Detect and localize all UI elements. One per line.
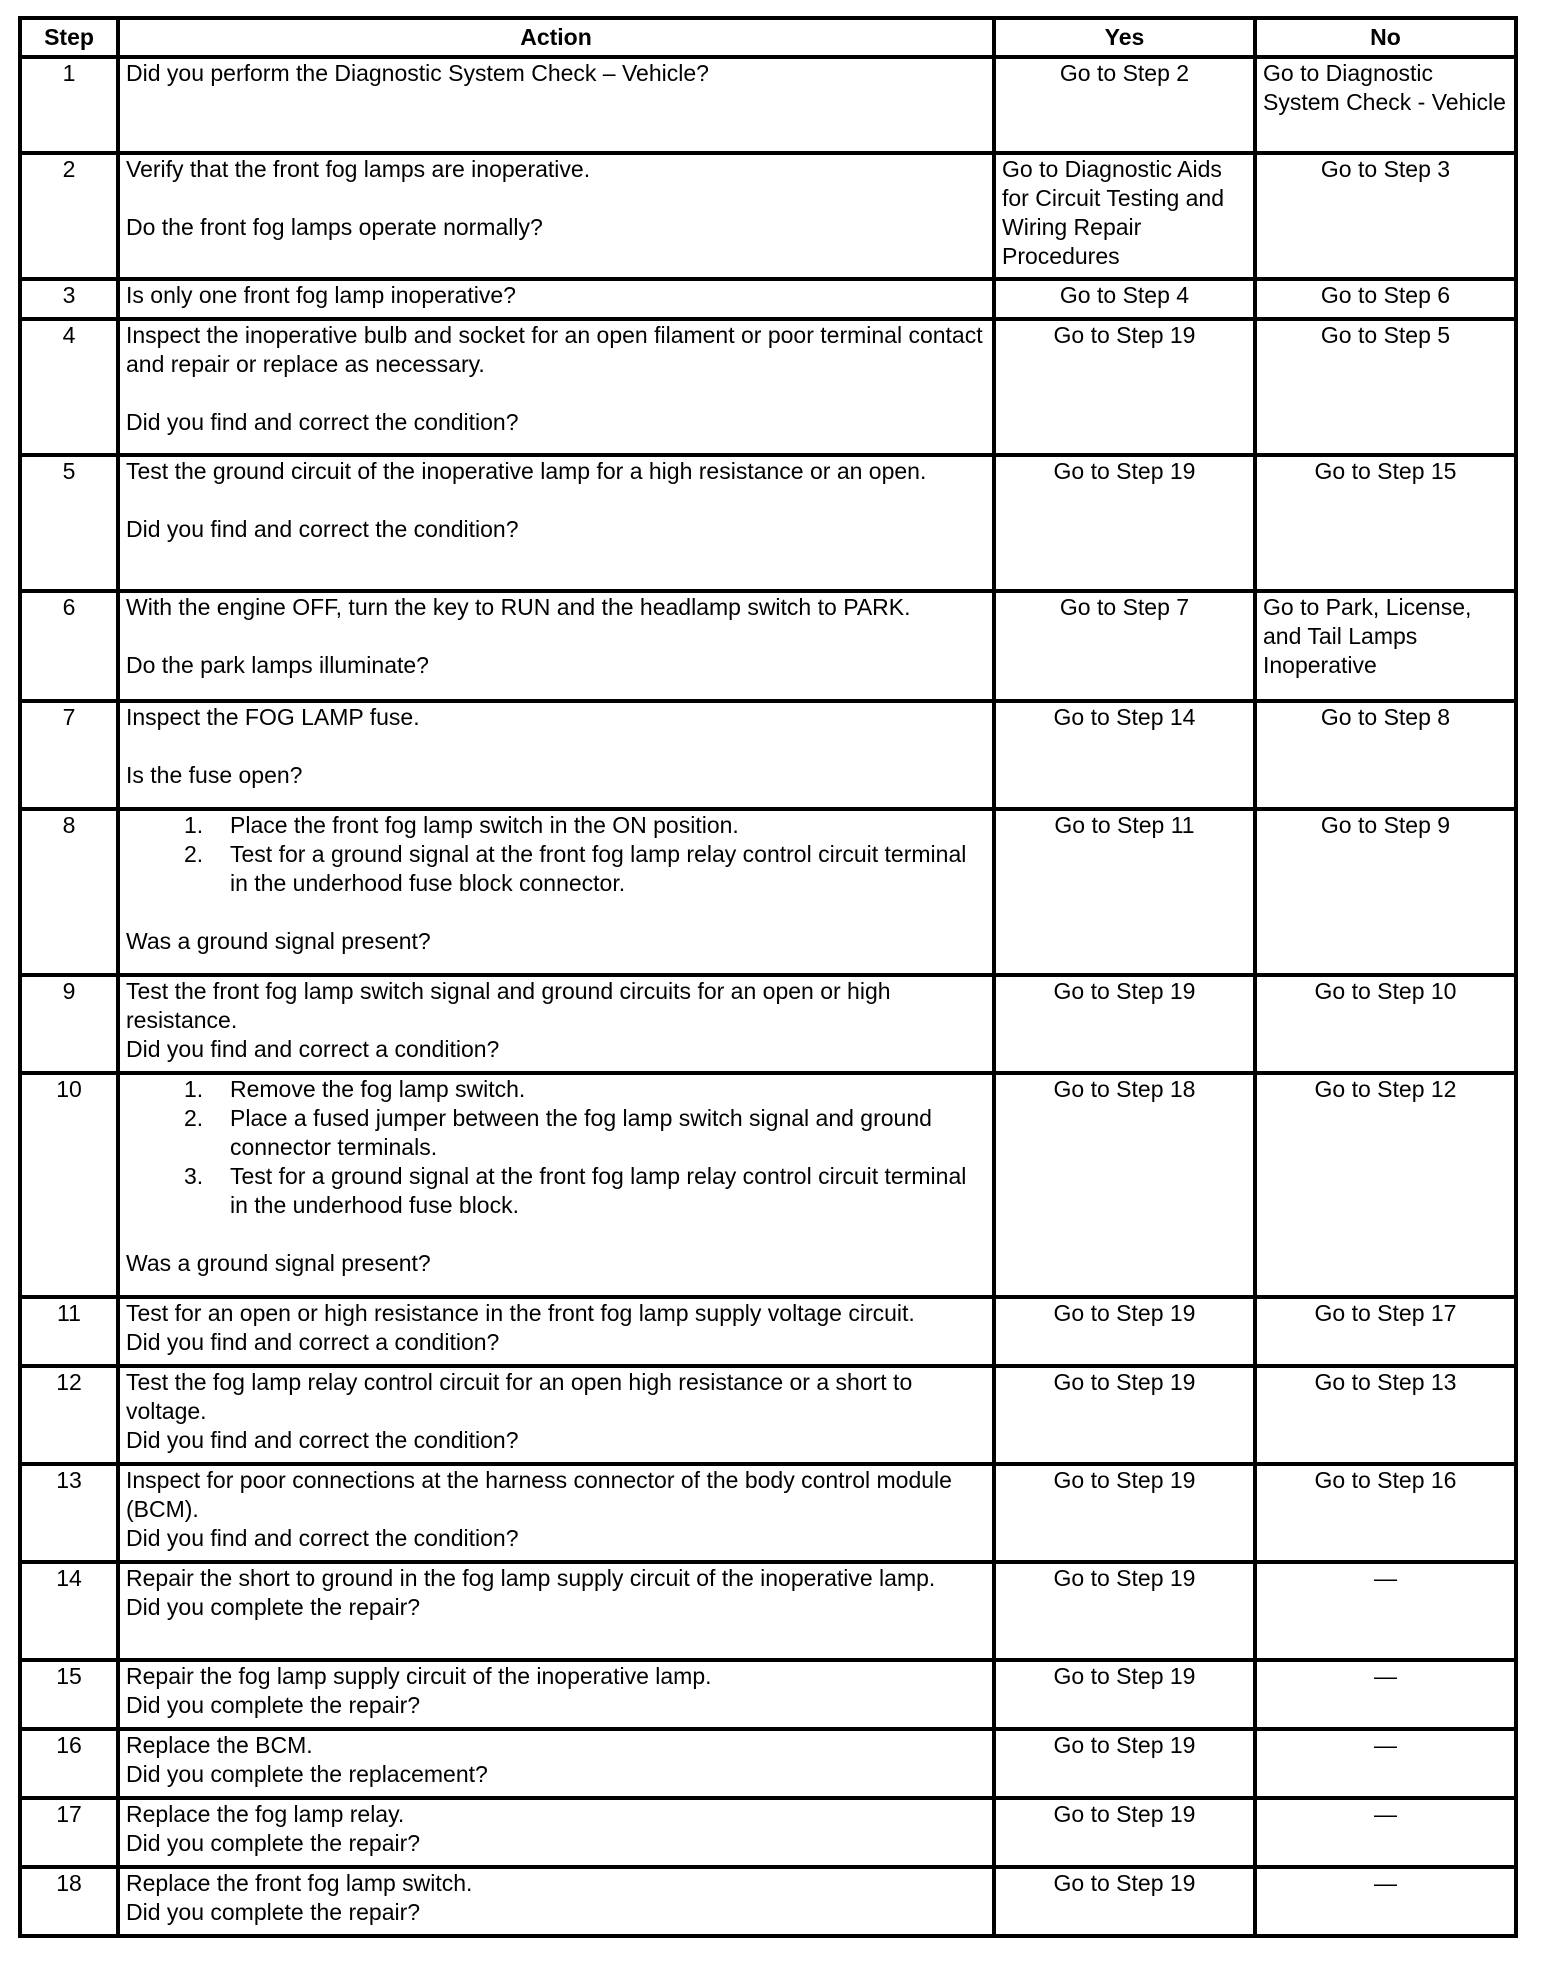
action-cell (118, 701, 994, 809)
action-text: Inspect for poor connections at the harness connector of the body control module (BCM). (126, 1467, 959, 1522)
action-step-text: Place the front fog lamp switch in the ON position. (230, 812, 739, 838)
action-question: Did you complete the replacement? (126, 1761, 488, 1787)
action-step-text: Remove the fog lamp switch. (230, 1076, 526, 1102)
no-result: Go to Step 17 (1255, 1297, 1516, 1366)
yes-result: Go to Step 19 (994, 1867, 1255, 1936)
no-result: — (1255, 1562, 1516, 1660)
spacer (126, 379, 986, 408)
header-no: No (1255, 18, 1516, 57)
action-cell (118, 153, 994, 279)
step-number: 13 (20, 1464, 118, 1562)
action-cell (118, 1366, 994, 1464)
action-question: Did you find and correct a condition? (126, 1329, 500, 1355)
action-text: Is only one front fog lamp inoperative? (126, 282, 516, 308)
step-number: 5 (20, 455, 118, 591)
action-question: Is the fuse open? (126, 762, 303, 788)
action-step-item (184, 811, 986, 840)
table-row (20, 1562, 1516, 1660)
header-row (20, 18, 1516, 57)
action-step-item (184, 1162, 986, 1220)
spacer (126, 622, 986, 651)
action-step-number: 2. (184, 1105, 204, 1131)
yes-result: Go to Step 19 (994, 455, 1255, 591)
spacer (126, 1220, 986, 1249)
action-text: Test the front fog lamp switch signal and ground circuits for an open or high resistance. (126, 978, 897, 1033)
action-step-number: 2. (184, 841, 204, 867)
step-number: 9 (20, 975, 118, 1073)
no-result: — (1255, 1729, 1516, 1798)
action-text: Replace the fog lamp relay. (126, 1801, 405, 1827)
action-cell (118, 455, 994, 591)
action-cell (118, 1660, 994, 1729)
action-cell (118, 57, 994, 153)
step-number: 17 (20, 1798, 118, 1867)
yes-result: Go to Step 19 (994, 319, 1255, 455)
table-row (20, 1366, 1516, 1464)
action-step-number: 1. (184, 1076, 204, 1102)
table-row (20, 1660, 1516, 1729)
table-row (20, 455, 1516, 591)
action-cell (118, 1729, 994, 1798)
action-text: Did you perform the Diagnostic System Check – Vehicle? (126, 60, 709, 86)
spacer (126, 486, 986, 515)
action-question: Was a ground signal present? (126, 928, 431, 954)
no-result: Go to Step 13 (1255, 1366, 1516, 1464)
table-row (20, 1073, 1516, 1297)
header-step: Step (20, 18, 118, 57)
diagnostic-table (18, 16, 1518, 1938)
yes-result: Go to Step 19 (994, 975, 1255, 1073)
action-step-number: 3. (184, 1163, 204, 1189)
table-row (20, 701, 1516, 809)
yes-result: Go to Step 18 (994, 1073, 1255, 1297)
yes-result: Go to Step 19 (994, 1366, 1255, 1464)
action-text: Test the fog lamp relay control circuit for an open high resistance or a short to voltage. (126, 1369, 919, 1424)
action-cell (118, 1867, 994, 1936)
no-result: Go to Step 15 (1255, 455, 1516, 591)
no-result: Go to Step 12 (1255, 1073, 1516, 1297)
action-question: Did you complete the repair? (126, 1692, 421, 1718)
no-result: Go to Step 6 (1255, 279, 1516, 319)
action-step-text: Place a fused jumper between the fog lamp switch signal and ground connector terminals. (230, 1105, 932, 1160)
action-step-text: Test for a ground signal at the front fog lamp relay control circuit terminal in the underhood fuse block connector. (230, 841, 967, 896)
table-row (20, 1798, 1516, 1867)
step-number: 3 (20, 279, 118, 319)
header-yes: Yes (994, 18, 1255, 57)
no-result: Go to Step 8 (1255, 701, 1516, 809)
no-result: Go to Park, License, and Tail Lamps Inoperative (1255, 591, 1516, 701)
yes-result: Go to Diagnostic Aids for Circuit Testing and Wiring Repair Procedures (994, 153, 1255, 279)
action-cell (118, 1297, 994, 1366)
step-number: 14 (20, 1562, 118, 1660)
table-row (20, 319, 1516, 455)
action-question: Did you complete the repair? (126, 1830, 421, 1856)
action-question: Did you find and correct the condition? (126, 409, 519, 435)
spacer (126, 732, 986, 761)
action-text: Replace the BCM. (126, 1732, 313, 1758)
table-row (20, 1464, 1516, 1562)
step-number: 12 (20, 1366, 118, 1464)
spacer (126, 184, 986, 213)
action-cell (118, 975, 994, 1073)
step-number: 6 (20, 591, 118, 701)
table-row (20, 975, 1516, 1073)
yes-result: Go to Step 19 (994, 1297, 1255, 1366)
yes-result: Go to Step 19 (994, 1798, 1255, 1867)
action-step-item (184, 840, 986, 898)
table-row (20, 809, 1516, 975)
yes-result: Go to Step 2 (994, 57, 1255, 153)
action-question: Did you complete the repair? (126, 1594, 421, 1620)
action-text: Test the ground circuit of the inoperative lamp for a high resistance or an open. (126, 458, 927, 484)
action-question: Did you find and correct the condition? (126, 516, 519, 542)
yes-result: Go to Step 14 (994, 701, 1255, 809)
table-row (20, 153, 1516, 279)
yes-result: Go to Step 19 (994, 1562, 1255, 1660)
no-result: — (1255, 1798, 1516, 1867)
step-number: 2 (20, 153, 118, 279)
action-step-text: Test for a ground signal at the front fog lamp relay control circuit terminal in the underhood fuse block. (230, 1163, 967, 1218)
action-text: Verify that the front fog lamps are inoperative. (126, 156, 591, 182)
no-result: Go to Diagnostic System Check - Vehicle (1255, 57, 1516, 153)
no-result: — (1255, 1660, 1516, 1729)
action-question: Do the park lamps illuminate? (126, 652, 429, 678)
no-result: Go to Step 10 (1255, 975, 1516, 1073)
action-step-number: 1. (184, 812, 204, 838)
action-text: Replace the front fog lamp switch. (126, 1870, 473, 1896)
action-question: Did you find and correct the condition? (126, 1427, 519, 1453)
action-question: Did you complete the repair? (126, 1899, 421, 1925)
no-result: Go to Step 9 (1255, 809, 1516, 975)
header-action: Action (118, 18, 994, 57)
step-number: 15 (20, 1660, 118, 1729)
action-question: Do the front fog lamps operate normally? (126, 214, 543, 240)
table-row (20, 279, 1516, 319)
action-cell (118, 809, 994, 975)
action-cell (118, 1798, 994, 1867)
yes-result: Go to Step 19 (994, 1660, 1255, 1729)
table-row (20, 57, 1516, 153)
step-number: 18 (20, 1867, 118, 1936)
no-result: Go to Step 5 (1255, 319, 1516, 455)
action-text: Test for an open or high resistance in the front fog lamp supply voltage circuit. (126, 1300, 915, 1326)
step-number: 10 (20, 1073, 118, 1297)
action-step-item (184, 1104, 986, 1162)
action-cell (118, 279, 994, 319)
action-cell (118, 1562, 994, 1660)
spacer (126, 898, 986, 927)
step-number: 4 (20, 319, 118, 455)
yes-result: Go to Step 19 (994, 1464, 1255, 1562)
no-result: — (1255, 1867, 1516, 1936)
table-row (20, 591, 1516, 701)
action-question: Did you find and correct the condition? (126, 1525, 519, 1551)
step-number: 8 (20, 809, 118, 975)
action-cell (118, 319, 994, 455)
step-number: 16 (20, 1729, 118, 1798)
table-body (20, 57, 1516, 1936)
action-steps-list (126, 1075, 986, 1220)
action-steps-list (126, 811, 986, 898)
action-question: Was a ground signal present? (126, 1250, 431, 1276)
action-question: Did you find and correct a condition? (126, 1036, 500, 1062)
table-row (20, 1729, 1516, 1798)
step-number: 1 (20, 57, 118, 153)
yes-result: Go to Step 4 (994, 279, 1255, 319)
yes-result: Go to Step 19 (994, 1729, 1255, 1798)
no-result: Go to Step 16 (1255, 1464, 1516, 1562)
action-text: With the engine OFF, turn the key to RUN and the headlamp switch to PARK. (126, 594, 911, 620)
action-text: Inspect the inoperative bulb and socket for an open filament or poor terminal contact and repair or replace as necessary. (126, 322, 990, 377)
step-number: 11 (20, 1297, 118, 1366)
action-cell (118, 1073, 994, 1297)
table-row (20, 1867, 1516, 1936)
action-text: Inspect the FOG LAMP fuse. (126, 704, 420, 730)
action-text: Repair the fog lamp supply circuit of the inoperative lamp. (126, 1663, 712, 1689)
step-number: 7 (20, 701, 118, 809)
yes-result: Go to Step 7 (994, 591, 1255, 701)
action-text: Repair the short to ground in the fog lamp supply circuit of the inoperative lamp. (126, 1565, 936, 1591)
action-cell (118, 591, 994, 701)
table-row (20, 1297, 1516, 1366)
action-cell (118, 1464, 994, 1562)
action-step-item (184, 1075, 986, 1104)
no-result: Go to Step 3 (1255, 153, 1516, 279)
yes-result: Go to Step 11 (994, 809, 1255, 975)
